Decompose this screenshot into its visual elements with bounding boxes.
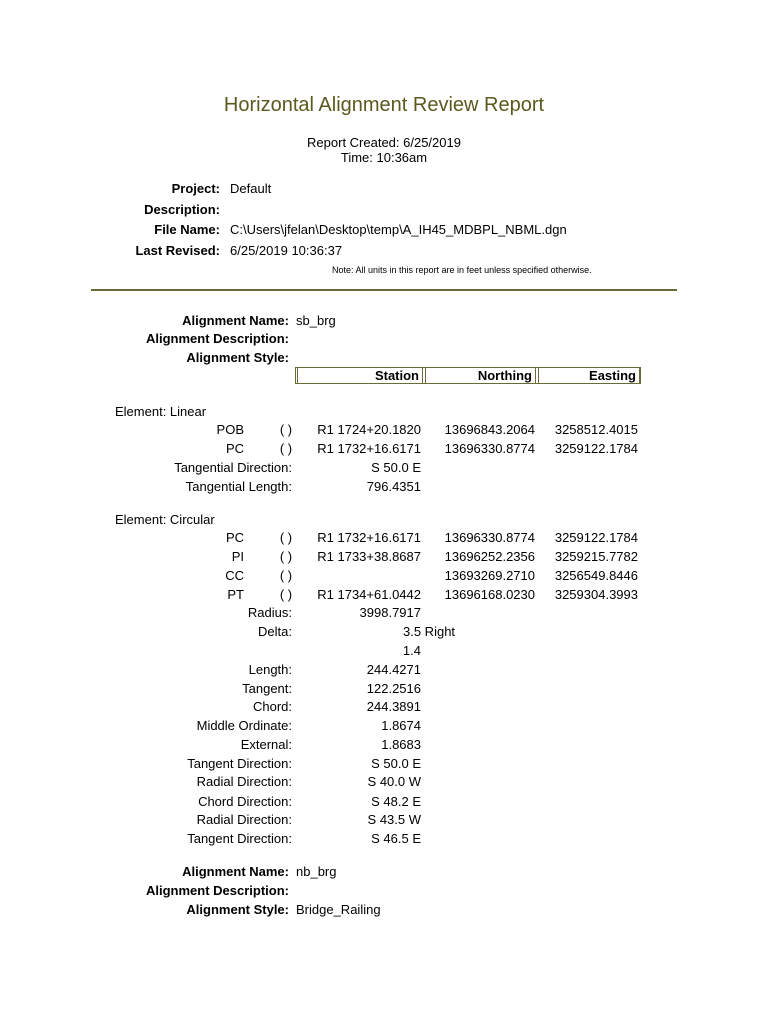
property-value: S 50.0 E xyxy=(371,756,421,771)
project-label: Project: xyxy=(171,181,220,196)
point-easting: 3259122.1784 xyxy=(554,530,638,545)
last-revised-value: 6/25/2019 10:36:37 xyxy=(230,243,343,258)
property-label: Tangent: xyxy=(242,681,292,696)
alignment-name-value: nb_brg xyxy=(296,864,337,879)
file-name-value: C:\Users\jfelan\Desktop\temp\A_IH45_MDBPL_NBML.dgn xyxy=(230,222,567,237)
circular-element-heading: Element: Circular xyxy=(115,512,215,527)
point-northing: 13696252.2356 xyxy=(444,549,535,564)
alignment-name-value: sb_brg xyxy=(296,313,336,328)
column-header-station: Station xyxy=(297,367,423,384)
property-label: Chord Direction: xyxy=(198,794,292,809)
project-value: Default xyxy=(230,181,272,196)
report-time: Time: 10:36am xyxy=(340,150,428,165)
point-station: R1 1732+16.6171 xyxy=(317,530,421,545)
delta-value: 3.5 Right xyxy=(403,624,456,639)
property-value: 122.2516 xyxy=(366,681,421,696)
property-value: 244.3891 xyxy=(366,699,421,714)
delta-label: Delta: xyxy=(258,624,292,639)
point-northing: 13696330.8774 xyxy=(444,530,535,545)
property-value: 1.8674 xyxy=(381,718,421,733)
last-revised-label: Last Revised: xyxy=(135,243,220,258)
property-label: Radial Direction: xyxy=(196,812,292,827)
alignment-description-label: Alignment Description: xyxy=(145,331,289,346)
point-northing: 13696168.0230 xyxy=(444,587,535,602)
report-created: Report Created: 6/25/2019 xyxy=(307,135,461,150)
property-label: Tangent Direction: xyxy=(187,756,292,771)
point-northing: 13693269.2710 xyxy=(444,568,535,583)
point-paren: ( ) xyxy=(279,587,293,602)
point-label: POB xyxy=(216,422,244,437)
alignment-name-label: Alignment Name: xyxy=(182,313,289,328)
point-label: PC xyxy=(225,530,244,545)
point-northing: 13696330.8774 xyxy=(444,441,535,456)
property-label: Tangential Direction: xyxy=(174,460,292,475)
delta-extra-value: 1.4 xyxy=(402,643,421,658)
section-divider xyxy=(91,289,677,291)
radius-value: 3998.7917 xyxy=(359,605,421,620)
point-station: R1 1734+61.0442 xyxy=(317,587,421,602)
point-station: R1 1724+20.1820 xyxy=(317,422,421,437)
point-label: PC xyxy=(225,441,244,456)
point-paren: ( ) xyxy=(279,568,293,583)
property-value: S 50.0 E xyxy=(371,460,421,475)
column-header-easting: Easting xyxy=(538,367,640,384)
property-label: Chord: xyxy=(252,699,292,714)
radius-label: Radius: xyxy=(247,605,292,620)
point-paren: ( ) xyxy=(279,422,293,437)
point-easting: 3259122.1784 xyxy=(554,441,638,456)
alignment-style-value: Bridge_Railing xyxy=(296,902,381,917)
point-paren: ( ) xyxy=(279,549,293,564)
property-value: 244.4271 xyxy=(366,662,421,677)
point-northing: 13696843.2064 xyxy=(444,422,535,437)
alignment-description-label: Alignment Description: xyxy=(145,883,289,898)
alignment-style-label: Alignment Style: xyxy=(186,350,289,365)
property-label: Tangential Length: xyxy=(185,479,292,494)
point-easting: 3259215.7782 xyxy=(554,549,638,564)
alignment-style-label: Alignment Style: xyxy=(186,902,289,917)
linear-element-heading: Element: Linear xyxy=(115,404,207,419)
property-value: S 43.5 W xyxy=(367,812,421,827)
property-value: S 40.0 W xyxy=(367,774,421,789)
property-label: External: xyxy=(240,737,292,752)
point-label: CC xyxy=(225,568,244,583)
property-value: S 46.5 E xyxy=(371,831,421,846)
point-label: PI xyxy=(231,549,244,564)
point-easting: 3258512.4015 xyxy=(554,422,638,437)
point-label: PT xyxy=(227,587,244,602)
property-label: Middle Ordinate: xyxy=(196,718,292,733)
property-value: 796.4351 xyxy=(366,479,421,494)
point-paren: ( ) xyxy=(279,441,293,456)
point-station: R1 1733+38.8687 xyxy=(317,549,421,564)
property-value: 1.8683 xyxy=(381,737,421,752)
units-note: Note: All units in this report are in feet unless specified otherwise. xyxy=(332,265,592,275)
description-label: Description: xyxy=(144,202,220,217)
file-name-label: File Name: xyxy=(154,222,220,237)
point-paren: ( ) xyxy=(279,530,293,545)
column-header-northing: Northing xyxy=(425,367,536,384)
point-easting: 3259304.3993 xyxy=(554,587,638,602)
property-label: Tangent Direction: xyxy=(187,831,292,846)
property-value: S 48.2 E xyxy=(371,794,421,809)
alignment-name-label: Alignment Name: xyxy=(182,864,289,879)
property-label: Length: xyxy=(248,662,292,677)
property-label: Radial Direction: xyxy=(196,774,292,789)
point-easting: 3256549.8446 xyxy=(554,568,638,583)
report-title: Horizontal Alignment Review Report xyxy=(223,94,545,116)
point-station: R1 1732+16.6171 xyxy=(317,441,421,456)
